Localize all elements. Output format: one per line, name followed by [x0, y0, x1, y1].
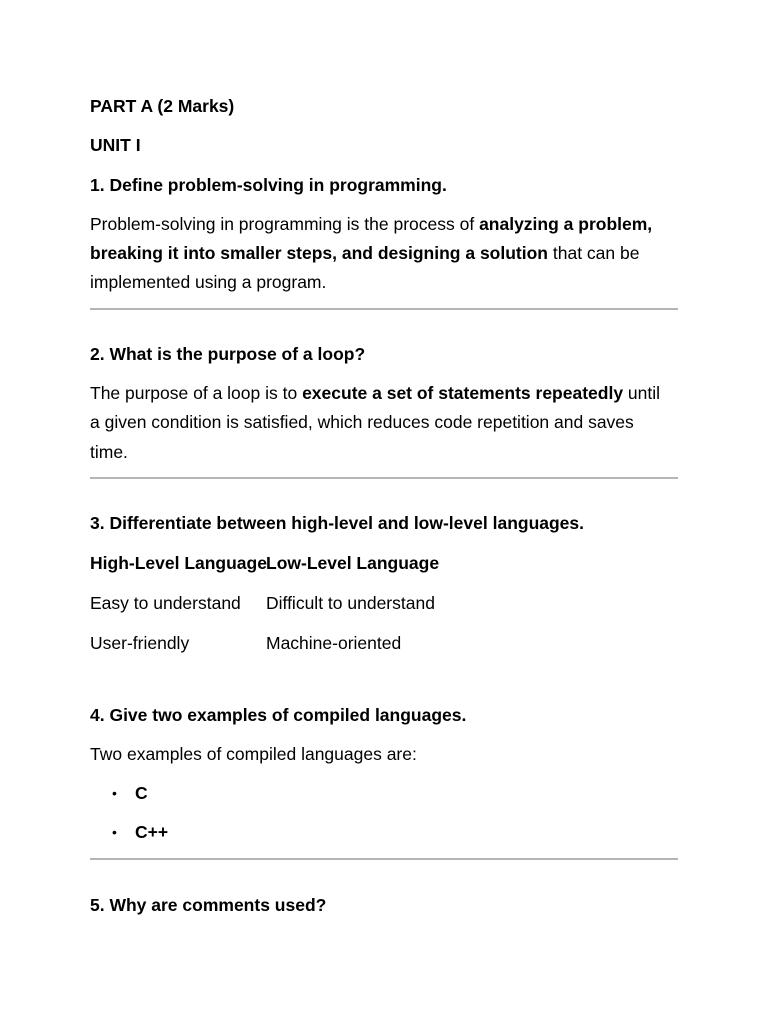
- table-header-high-level: High-Level Language: [90, 553, 267, 573]
- answer-2-line-1: The purpose of a loop is to execute a set of statements repeatedly until: [90, 383, 661, 403]
- table-cell: User-friendly: [90, 633, 190, 653]
- answer-2-line-3: time.: [90, 442, 128, 462]
- table-cell: Difficult to understand: [266, 593, 435, 613]
- list-item-text: C++: [135, 822, 169, 842]
- question-3: 3. Differentiate between high-level and low-level languages.: [90, 513, 585, 533]
- answer-4: Two examples of compiled languages are:: [90, 744, 417, 764]
- divider: [90, 308, 678, 310]
- bullet-icon: •: [112, 785, 117, 801]
- table-row: [90, 592, 435, 614]
- unit-heading: UNIT I: [90, 135, 141, 155]
- bullet-icon: •: [112, 824, 117, 840]
- part-heading: PART A (2 Marks): [90, 96, 235, 116]
- answer-1-line-1: Problem-solving in programming is the process of analyzing a problem,: [90, 214, 653, 234]
- question-5: 5. Why are comments used?: [90, 895, 327, 915]
- question-4: 4. Give two examples of compiled languages.: [90, 705, 467, 725]
- answer-2-line-2: a given condition is satisfied, which reduces code repetition and saves: [90, 412, 634, 432]
- answer-1-line-3: implemented using a program.: [90, 272, 327, 292]
- divider: [90, 477, 678, 479]
- list-item-text: C: [135, 783, 148, 803]
- question-2: 2. What is the purpose of a loop?: [90, 344, 366, 364]
- table-header-low-level: Low-Level Language: [266, 553, 440, 573]
- answer-1-line-2: breaking it into smaller steps, and designing a solution that can be: [90, 243, 640, 263]
- table-header-row: [90, 552, 440, 574]
- table-row: [90, 632, 402, 654]
- divider: [90, 858, 678, 860]
- table-cell: Machine-oriented: [266, 633, 402, 653]
- question-1: 1. Define problem-solving in programming.: [90, 175, 447, 195]
- table-cell: Easy to understand: [90, 593, 241, 613]
